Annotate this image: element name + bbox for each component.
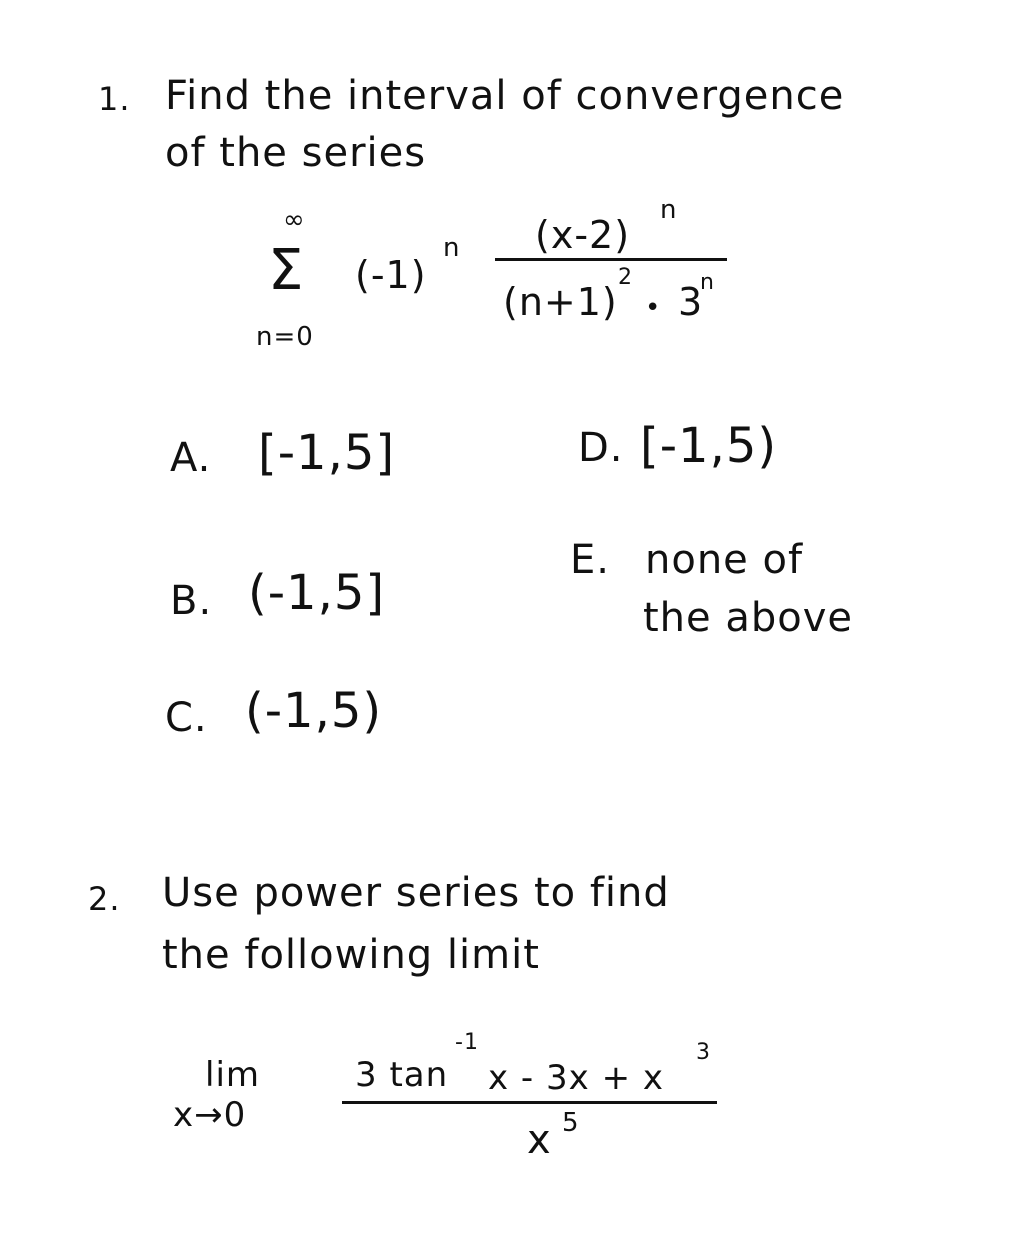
option-d-value: [-1,5) — [640, 418, 778, 474]
denominator-part-1: (n+1) — [503, 280, 618, 324]
limit-denominator-exponent: 5 — [562, 1108, 580, 1138]
problem-2-number: 2. — [88, 880, 121, 918]
problem-2-prompt-line1: Use power series to find — [162, 870, 670, 916]
denominator-part-2: 3 — [678, 280, 704, 324]
option-b-letter: B. — [170, 578, 213, 624]
option-a-letter: A. — [170, 435, 212, 481]
denominator-dot: • — [645, 293, 662, 323]
limit-numerator-part-1: 3 tan — [355, 1055, 449, 1095]
sum-upper-limit: ∞ — [283, 205, 306, 235]
option-e-line2: the above — [643, 595, 854, 641]
series-fraction-bar — [495, 258, 727, 261]
lim-subscript: x→0 — [173, 1095, 247, 1135]
limit-denominator-base: x — [527, 1117, 552, 1163]
series-numerator: (x-2) — [535, 213, 631, 257]
option-e-line1: none of — [645, 537, 804, 583]
option-c-value: (-1,5) — [245, 683, 383, 739]
option-c-letter: C. — [165, 695, 208, 741]
limit-fraction-bar — [342, 1101, 717, 1104]
option-e-letter: E. — [570, 537, 610, 583]
sign-factor: (-1) — [355, 253, 427, 297]
limit-numerator-exponent-2: 3 — [696, 1040, 711, 1065]
limit-numerator-part-2: x - 3x + x — [488, 1058, 664, 1098]
numerator-exponent: n — [660, 195, 678, 225]
problem-1-prompt-line2: of the series — [165, 130, 427, 176]
problem-1-prompt-line1: Find the interval of convergence — [165, 73, 845, 119]
denominator-exponent-2: n — [700, 270, 715, 295]
option-b-value: (-1,5] — [248, 565, 386, 621]
lim-word: lim — [205, 1055, 261, 1095]
sign-exponent: n — [443, 233, 461, 263]
option-a-value: [-1,5] — [258, 425, 396, 481]
option-d-letter: D. — [578, 425, 624, 471]
limit-numerator-exponent-1: -1 — [455, 1030, 479, 1055]
sum-lower-limit: n=0 — [256, 322, 314, 352]
problem-1-number: 1. — [98, 80, 131, 118]
problem-2-prompt-line2: the following limit — [162, 932, 540, 978]
summation-symbol: Σ — [268, 238, 305, 303]
denominator-exponent-1: 2 — [618, 265, 633, 290]
